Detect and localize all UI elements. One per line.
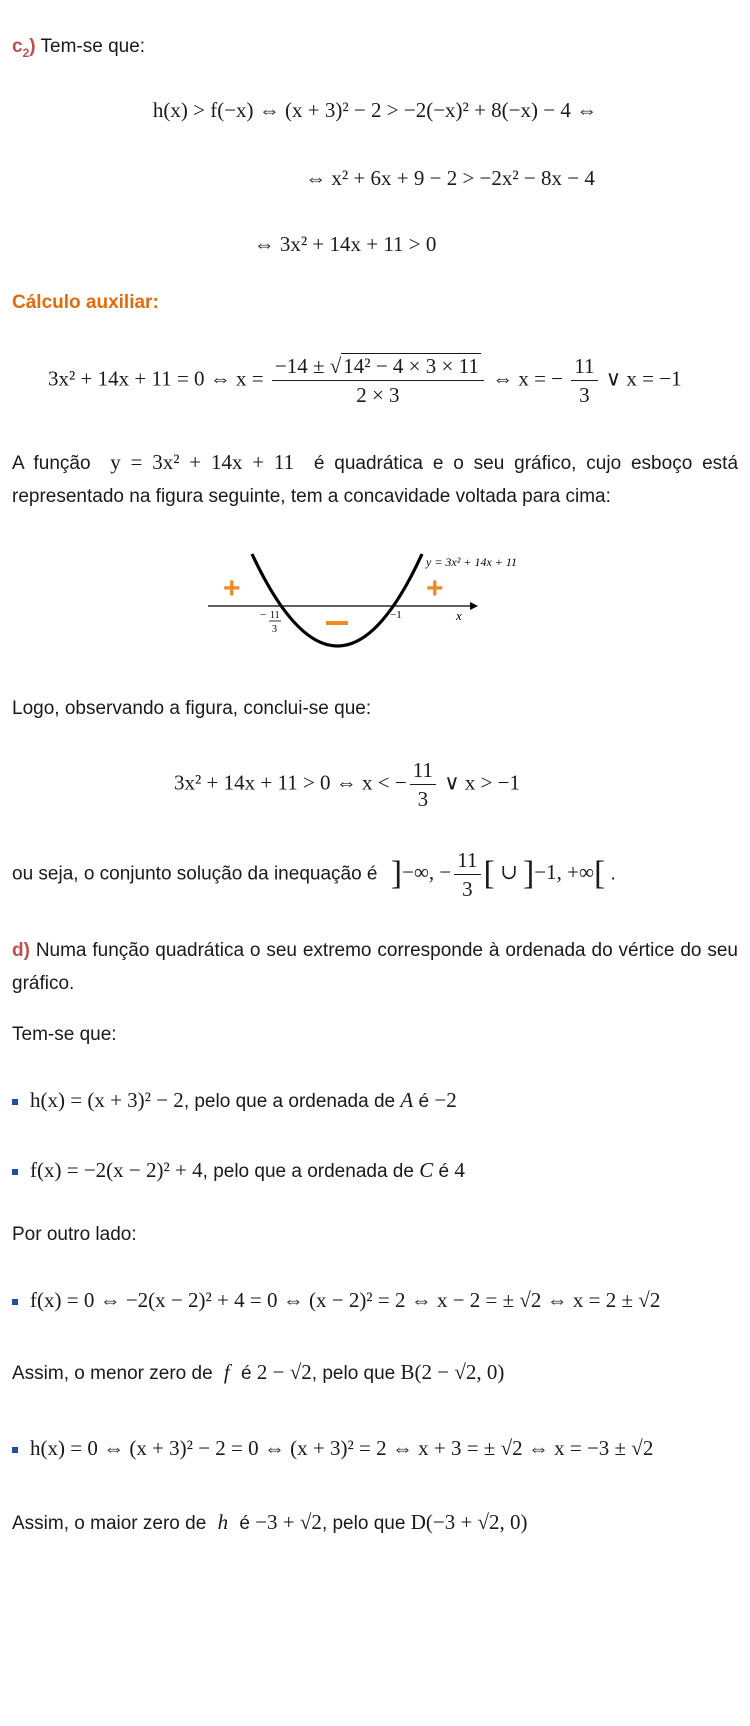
plus-right-sign: + bbox=[426, 572, 444, 605]
aux-root-fraction: $\frac{11}{3}$ bbox=[571, 352, 597, 409]
d-label: d) bbox=[12, 940, 30, 961]
bullet-icon bbox=[12, 1169, 18, 1175]
smaller-zero-line: Assim, o menor zero de f é 2 − √2, pelo que B(2 − √2, 0) bbox=[12, 1360, 505, 1384]
c2-eq3: ⇔ 3x² + 14x + 11 > 0 bbox=[253, 232, 437, 256]
c2-eq1: h(x) > f(−x) ⇔ (x + 3)² − 2 > −2(−x)² + 8(−x) − 4 ⇔ bbox=[152, 98, 598, 122]
aux-fraction: $\frac{\text{−14 ± √14² − 4 × 3 × 11}}{2 \times 3}$ bbox=[272, 352, 484, 409]
bullet-h-vertex: h(x) = (x + 3)² − 2, pelo que a ordenada de A é −2 bbox=[12, 1088, 738, 1113]
c2-eq2: ⇔ x² + 6x + 9 − 2 > −2x² − 8x − 4 bbox=[305, 166, 595, 190]
c2-intro bbox=[12, 36, 738, 60]
bullet-f-vertex: f(x) = −2(x − 2)² + 4, pelo que a ordenada de C é 4 bbox=[12, 1158, 738, 1183]
conclusion-equation: 3x² + 14x + 11 > 0 ⇔ x < − $\frac{11}{3}$ ∨ x > −1 bbox=[174, 758, 521, 811]
function-paragraph: A função y = 3x² + 14x + 11 é quadrática e o seu gráfico, cujo esboço está representado na figura seguinte, tem a concavidade voltada para cima: bbox=[12, 450, 739, 507]
aux-equation: 3x² + 14x + 11 = 0 ⇔ x = $\frac{\text{−14 ± √14² − 4 × 3 × 11}}{2 \times 3}$ ⇔ x = − $\frac{11}{3}$ ∨ x = −1 bbox=[48, 354, 682, 407]
bullet-icon bbox=[12, 1299, 18, 1305]
curve-label: y = 3x² + 14x + 11 bbox=[426, 555, 517, 569]
root1-num: 11 bbox=[270, 610, 280, 621]
aux-heading: Cálculo auxiliar: bbox=[12, 292, 159, 313]
d-intro: Tem-se que: bbox=[12, 1024, 117, 1045]
c2-intro-text: Tem-se que: bbox=[35, 36, 146, 57]
root1-sign: − bbox=[260, 609, 267, 621]
minus-sign bbox=[326, 621, 348, 625]
conclusion-intro: Logo, observando a figura, conclui-se que: bbox=[12, 698, 372, 719]
bullet-icon bbox=[12, 1447, 18, 1453]
bullet-h-zeros: h(x) = 0 ⇔ (x + 3)² − 2 = 0 ⇔ (x + 3)² = 2 ⇔ x + 3 = ± √2 ⇔ x = −3 ± √2 bbox=[12, 1436, 738, 1461]
solution-set: ]−∞, − $\frac{11}{3}$ [ ∪ ]−1, +∞[ bbox=[390, 848, 606, 901]
parabola-sketch bbox=[200, 548, 540, 658]
x-axis-label: x bbox=[456, 608, 462, 623]
d-other: Por outro lado: bbox=[12, 1224, 137, 1245]
x-axis-arrow bbox=[470, 602, 478, 610]
bullet-f-zeros: f(x) = 0 ⇔ −2(x − 2)² + 4 = 0 ⇔ (x − 2)² = 2 ⇔ x − 2 = ± √2 ⇔ x = 2 ± √2 bbox=[12, 1288, 738, 1313]
bullet-icon bbox=[12, 1099, 18, 1105]
root2-label: −1 bbox=[390, 609, 402, 621]
larger-zero-line: Assim, o maior zero de h é −3 + √2, pelo que D(−3 + √2, 0) bbox=[12, 1510, 528, 1534]
d-paragraph: d) Numa função quadrática o seu extremo corresponde à ordenada do vértice do seu gráfico. bbox=[12, 940, 738, 994]
solution-line: ou seja, o conjunto solução da inequação é ]−∞, − $\frac{11}{3}$ [ ∪ ]−1, +∞[ . bbox=[12, 848, 616, 901]
parabola-curve bbox=[252, 554, 422, 646]
plus-left-sign: + bbox=[223, 572, 241, 605]
c2-label: $c_2$) bbox=[12, 36, 36, 60]
root1-den: 3 bbox=[272, 624, 277, 635]
